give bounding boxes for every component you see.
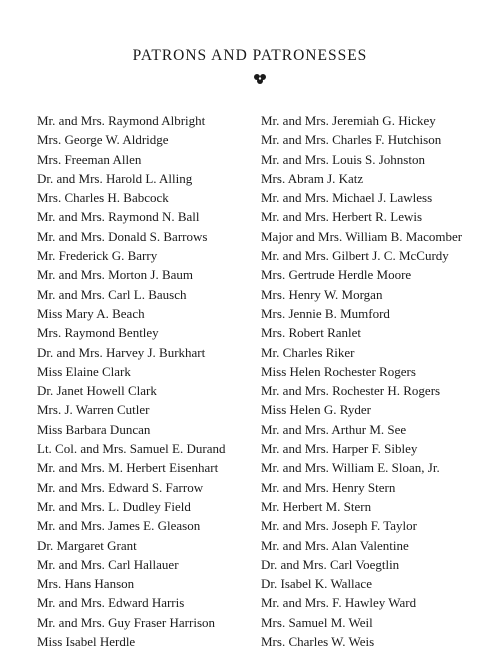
patron-name: Mr. and Mrs. Carl L. Bausch [37, 286, 187, 302]
patron-name: Miss Isabel Herdle [37, 634, 136, 650]
patron-name: Mrs. Charles W. Weis [261, 634, 375, 650]
patron-name: Dr. Isabel K. Wallace [261, 576, 372, 592]
page-title: PATRONS AND PATRONESSES [132, 47, 368, 65]
patron-name: Mr. and Mrs. Guy Fraser Harrison [37, 614, 216, 630]
patron-name: Mr. and Mrs. M. Herbert Eisenhart [37, 460, 219, 476]
patron-name: Miss Helen Rochester Rogers [261, 363, 416, 379]
patron-name: Mr. and Mrs. Harper F. Sibley [261, 441, 418, 457]
patron-name: Dr. and Mrs. Carl Voegtlin [261, 556, 400, 572]
patron-name: Mr. and Mrs. L. Dudley Field [37, 498, 191, 514]
patron-name: Mr. and Mrs. William E. Sloan, Jr. [261, 460, 440, 476]
patron-name: Mr. and Mrs. Michael J. Lawless [261, 190, 433, 206]
patron-list-right [261, 111, 462, 651]
patron-name: Mr. and Mrs. Herbert R. Lewis [261, 209, 423, 225]
patron-name: Mr. and Mrs. Rochester H. Rogers [261, 383, 441, 399]
patron-name: Miss Elaine Clark [37, 363, 131, 379]
floral-ornament-icon [253, 72, 267, 84]
patron-name: Dr. Janet Howell Clark [37, 383, 157, 399]
patron-name: Mrs. Samuel M. Weil [261, 614, 373, 630]
patron-name: Dr. and Mrs. Harvey J. Burkhart [37, 344, 206, 360]
patron-name: Mr. and Mrs. Louis S. Johnston [261, 151, 425, 167]
patron-name: Mr. and Mrs. F. Hawley Ward [261, 595, 417, 611]
patron-name: Mrs. Gertrude Herdle Moore [261, 267, 412, 283]
patron-name: Lt. Col. and Mrs. Samuel E. Durand [37, 441, 226, 457]
patron-name: Mr. Frederick G. Barry [37, 248, 158, 264]
patron-name: Mr. and Mrs. Charles F. Hutchison [261, 132, 442, 148]
patron-name: Mrs. Hans Hanson [37, 576, 135, 592]
patron-name: Mrs. Jennie B. Mumford [261, 305, 390, 321]
patron-name: Mrs. Henry W. Morgan [261, 286, 383, 302]
patron-name: Mr. Herbert M. Stern [261, 498, 372, 514]
patron-name: Mrs. Charles H. Babcock [37, 190, 169, 206]
patron-name: Mrs. Freeman Allen [37, 151, 142, 167]
patron-name: Mr. and Mrs. Edward S. Farrow [37, 479, 204, 495]
patron-name: Miss Barbara Duncan [37, 421, 151, 437]
patron-name: Mrs. J. Warren Cutler [37, 402, 150, 418]
patron-name: Mr. and Mrs. Gilbert J. C. McCurdy [261, 248, 449, 264]
patron-name: Mrs. George W. Aldridge [37, 132, 169, 148]
patron-name: Mr. and Mrs. Jeremiah G. Hickey [261, 113, 436, 128]
patron-name: Dr. Margaret Grant [37, 537, 137, 553]
patron-name: Miss Helen G. Ryder [261, 402, 371, 418]
patron-name: Mrs. Raymond Bentley [37, 325, 159, 341]
patron-name: Major and Mrs. William B. Macomber [261, 228, 463, 244]
patron-name: Mr. and Mrs. Carl Hallauer [37, 556, 179, 572]
patron-name: Mr. and Mrs. Raymond Albright [37, 113, 206, 128]
patron-name: Mr. and Mrs. James E. Gleason [37, 518, 201, 534]
patron-list-left [37, 111, 225, 651]
patron-name: Mr. and Mrs. Alan Valentine [261, 537, 409, 553]
patron-name: Mr. and Mrs. Raymond N. Ball [37, 209, 200, 225]
patron-name: Mr. and Mrs. Morton J. Baum [37, 267, 193, 283]
patron-name: Mrs. Abram J. Katz [261, 170, 364, 186]
patron-name: Mr. Charles Riker [261, 344, 355, 360]
patron-name: Dr. and Mrs. Harold L. Alling [37, 170, 193, 186]
patron-name: Mrs. Robert Ranlet [261, 325, 362, 341]
patron-name: Mr. and Mrs. Edward Harris [37, 595, 185, 611]
patron-name: Miss Mary A. Beach [37, 305, 145, 321]
patron-name: Mr. and Mrs. Henry Stern [261, 479, 396, 495]
patron-name: Mr. and Mrs. Arthur M. See [261, 421, 407, 437]
patron-name: Mr. and Mrs. Donald S. Barrows [37, 228, 208, 244]
patron-name: Mr. and Mrs. Joseph F. Taylor [261, 518, 417, 534]
